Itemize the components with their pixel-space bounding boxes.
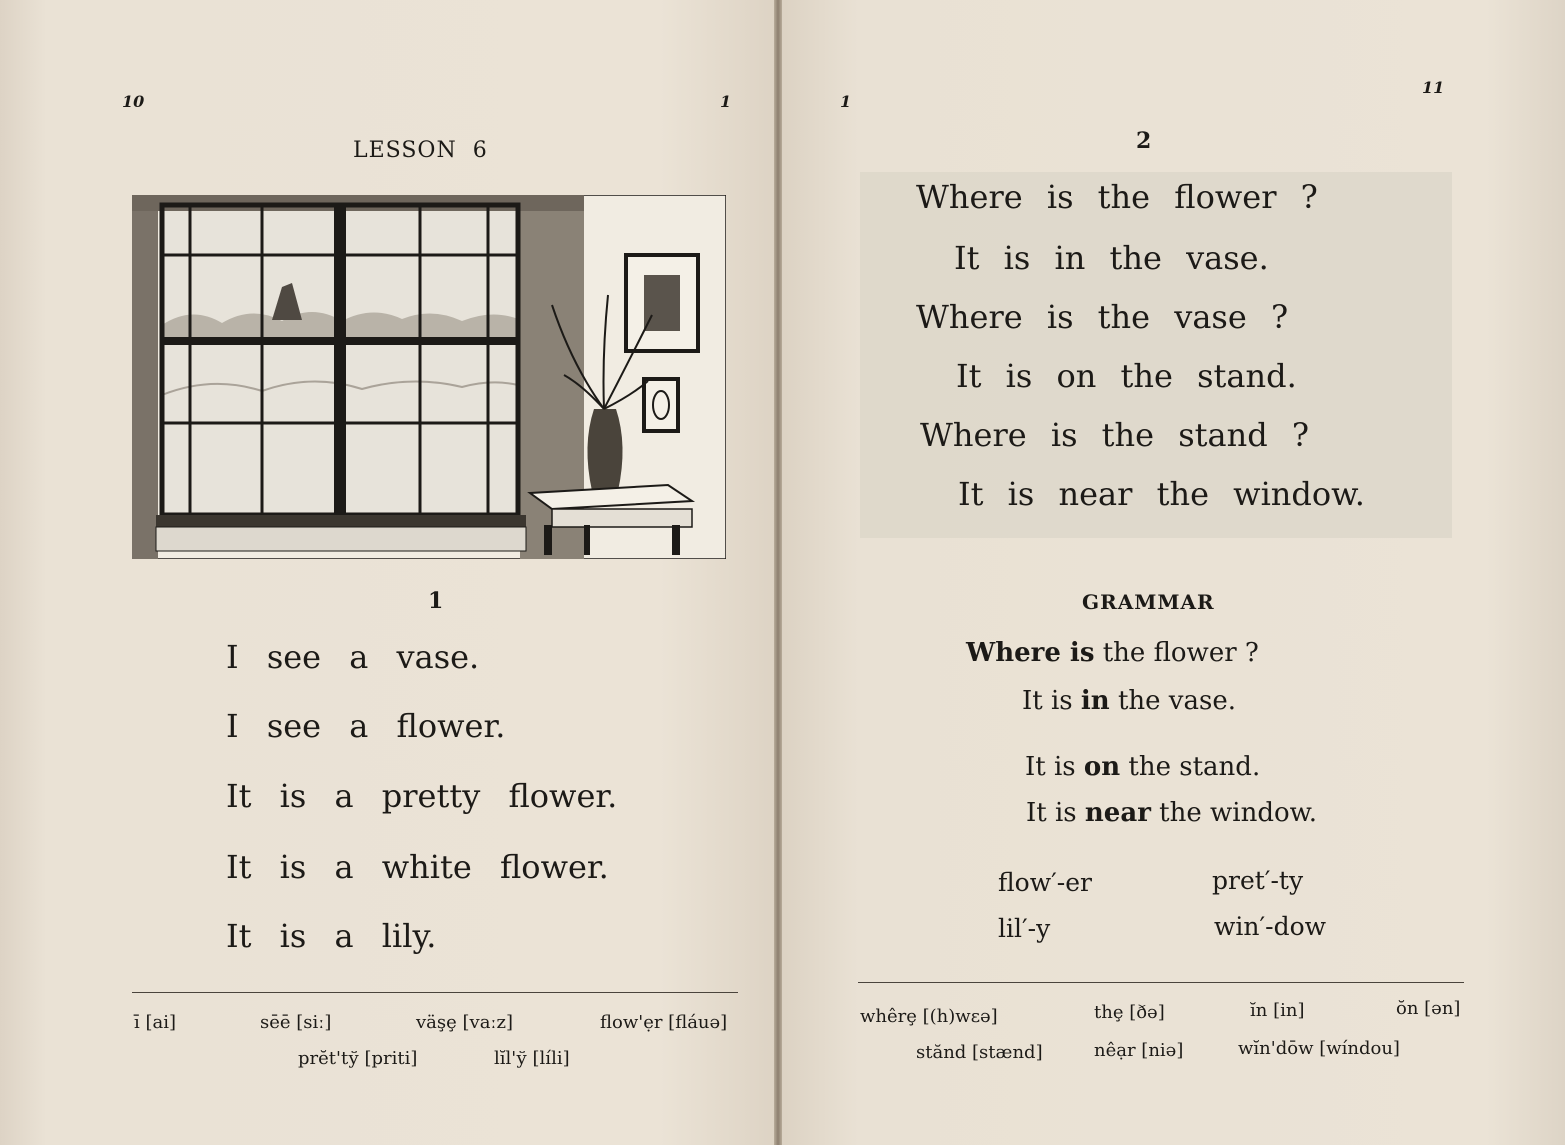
pron-lily: lĭl'ў [líli] xyxy=(494,1048,570,1069)
book-spine xyxy=(774,0,782,1145)
sentence-5: It is a lily. xyxy=(226,917,437,955)
grammar-answer-1-end: the vase. xyxy=(1109,686,1236,716)
pron-window: wĭn'dōw [wíndou] xyxy=(1238,1038,1400,1059)
right-divider xyxy=(858,982,1464,983)
grammar-answer-1 xyxy=(1022,686,1236,716)
left-page xyxy=(0,0,776,1145)
pron-flower: flow'ẹr [fláuə] xyxy=(600,1012,728,1033)
dialogue-5: Where is the stand ? xyxy=(920,416,1310,454)
pron-where: whêrȩ [(h)wεə] xyxy=(860,1006,998,1027)
left-corner-marker: 1 xyxy=(720,92,732,111)
syllable-flower: flow′-er xyxy=(998,868,1092,897)
grammar-question xyxy=(966,638,1259,668)
sentence-2: I see a flower. xyxy=(226,707,506,745)
grammar-answer-3 xyxy=(1026,798,1317,828)
syllable-window: win′-dow xyxy=(1214,912,1327,941)
left-page-number: 10 xyxy=(122,92,145,111)
right-page-number: 11 xyxy=(1422,78,1445,97)
syllable-pretty: pret′-ty xyxy=(1212,866,1304,895)
grammar-question-rest: the flower ? xyxy=(1094,638,1259,668)
pron-near: nêạr [niə] xyxy=(1094,1040,1184,1061)
pron-see: sēē [siː] xyxy=(260,1012,332,1033)
pron-the: thȩ [ðə] xyxy=(1094,1002,1165,1023)
grammar-answer-2-start: It is xyxy=(1025,752,1084,782)
left-divider xyxy=(132,992,738,993)
dialogue-3: Where is the vase ? xyxy=(916,298,1289,336)
pron-stand: stănd [stænd] xyxy=(916,1042,1043,1063)
syllable-lily: lil′-y xyxy=(998,914,1051,943)
grammar-answer-2-key: on xyxy=(1083,752,1121,782)
pron-i: ī [ai] xyxy=(134,1012,177,1033)
pron-pretty: prĕt'tў [priti] xyxy=(298,1048,418,1069)
grammar-answer-3-end: the window. xyxy=(1150,798,1318,828)
pron-vase: väşȩ [vaːz] xyxy=(416,1012,514,1033)
pron-on: ŏn [ən] xyxy=(1396,998,1461,1019)
lesson-number: 6 xyxy=(472,138,488,163)
dialogue-2: It is in the vase. xyxy=(954,239,1269,277)
left-section-number: 1 xyxy=(428,588,444,614)
grammar-question-bold: Where is xyxy=(966,638,1095,668)
pron-in: ĭn [in] xyxy=(1250,1000,1305,1021)
sentence-4: It is a white flower. xyxy=(226,848,609,886)
window-room-illustration xyxy=(132,195,726,559)
dialogue-4: It is on the stand. xyxy=(956,357,1297,395)
grammar-heading: GRAMMAR xyxy=(1082,590,1215,614)
dialogue-6: It is near the window. xyxy=(958,475,1365,513)
sentence-1: I see a vase. xyxy=(226,638,480,676)
lesson-title xyxy=(353,138,488,163)
grammar-answer-3-key: near xyxy=(1084,798,1151,828)
right-corner-marker: 1 xyxy=(840,92,852,111)
grammar-answer-2 xyxy=(1025,752,1260,782)
sentence-3: It is a pretty flower. xyxy=(226,777,618,815)
grammar-answer-1-start: It is xyxy=(1022,686,1081,716)
lesson-label: LESSON xyxy=(353,138,457,163)
grammar-answer-1-key: in xyxy=(1080,686,1110,716)
grammar-answer-2-end: the stand. xyxy=(1120,752,1261,782)
right-section-number: 2 xyxy=(1136,128,1152,154)
dialogue-1: Where is the flower ? xyxy=(916,178,1318,216)
grammar-answer-3-start: It is xyxy=(1026,798,1085,828)
